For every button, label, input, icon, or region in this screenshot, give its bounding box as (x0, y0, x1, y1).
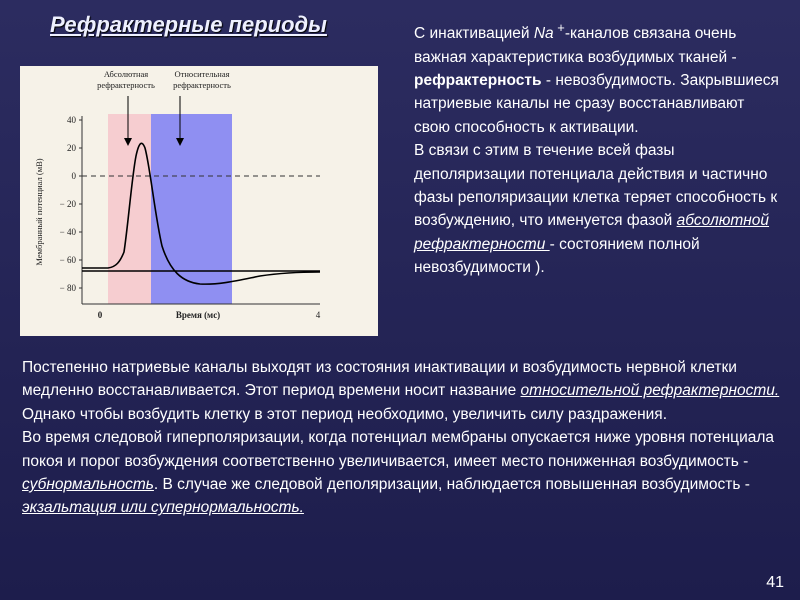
y-tick-label: − 20 (59, 199, 76, 209)
na-italic: Na (533, 25, 554, 43)
absolute-refractory-label-line2: рефрактерность (97, 80, 155, 90)
relative-refractory-zone (151, 114, 232, 304)
bottom-paragraph-1 (22, 356, 788, 426)
slide-number: 41 (766, 574, 784, 591)
term-relative-refractoriness: относительной рефрактерности. (520, 382, 780, 400)
text-run: В связи с этим в течение всей фазы деполяризации потенциала действия и частично фазы реполяризации клетка теряет способность к возбуждению, что именуется фазой (414, 142, 778, 230)
superscript-plus: + (553, 20, 565, 35)
x-axis-label: Время (мс) (175, 310, 221, 320)
y-tick-label: 40 (67, 115, 76, 125)
term-subnormality: субнормальность (22, 476, 154, 494)
term-supernormality: экзальтация или супернормальность. (22, 499, 304, 517)
bottom-paragraph-2 (22, 426, 788, 520)
y-tick-label: − 40 (59, 227, 76, 237)
absolute-refractory-label: Абсолютная (103, 69, 149, 79)
text-run: Во время следовой гиперполяризации, когда потенциал мембраны опускается ниже уровня потенциала покоя и порог возбуждения соответственно увеличивается, имеет место пониженная возбудимость - (22, 429, 775, 470)
refractory-diagram-svg (20, 66, 378, 336)
relative-refractory-label: Относительная (174, 69, 230, 79)
y-tick-label: − 60 (59, 255, 76, 265)
x-tick-start: 0 (97, 310, 103, 320)
right-paragraph-2 (414, 139, 784, 279)
y-tick-label: − 80 (59, 283, 76, 293)
text-run: Однако чтобы возбудить клетку в этот период необходимо, увеличить силу раздражения. (22, 405, 667, 423)
bottom-text-block (22, 356, 788, 520)
term-absolute-refractoriness: абсолютной рефрактерности (414, 212, 770, 253)
x-tick-end: 4 (315, 310, 321, 320)
text-run: -каналов связана очень важная характеристика возбудимых тканей - (414, 25, 737, 66)
slide-title: Рефрактерные периоды (50, 12, 327, 37)
right-paragraph-1 (414, 16, 784, 139)
right-text-block (414, 16, 784, 280)
text-run: . В случае же следовой деполяризации, наблюдается повышенная возбудимость - (153, 476, 750, 494)
y-tick-label: 20 (67, 143, 76, 153)
text-run: Постепенно натриевые каналы выходят из состояния инактивации и возбудимость нервной клетки медленно восстанавливается. Этот период времени носит название (22, 359, 737, 400)
text-run: - состоянием полной невозбудимости ). (414, 235, 700, 277)
y-axis-label: Мембранный потенциал (мВ) (34, 158, 44, 266)
text-run: - невозбудимость. Закрывшиеся натриевые каналы не сразу восстанавливают свою способность к активации. (414, 71, 779, 136)
text-run: С инактивацией (414, 25, 534, 43)
refractory-diagram (20, 66, 378, 336)
relative-refractory-label-line2: рефрактерность (173, 80, 231, 90)
term-refractoriness: рефрактерность (414, 71, 542, 89)
y-tick-label: 0 (71, 171, 76, 181)
